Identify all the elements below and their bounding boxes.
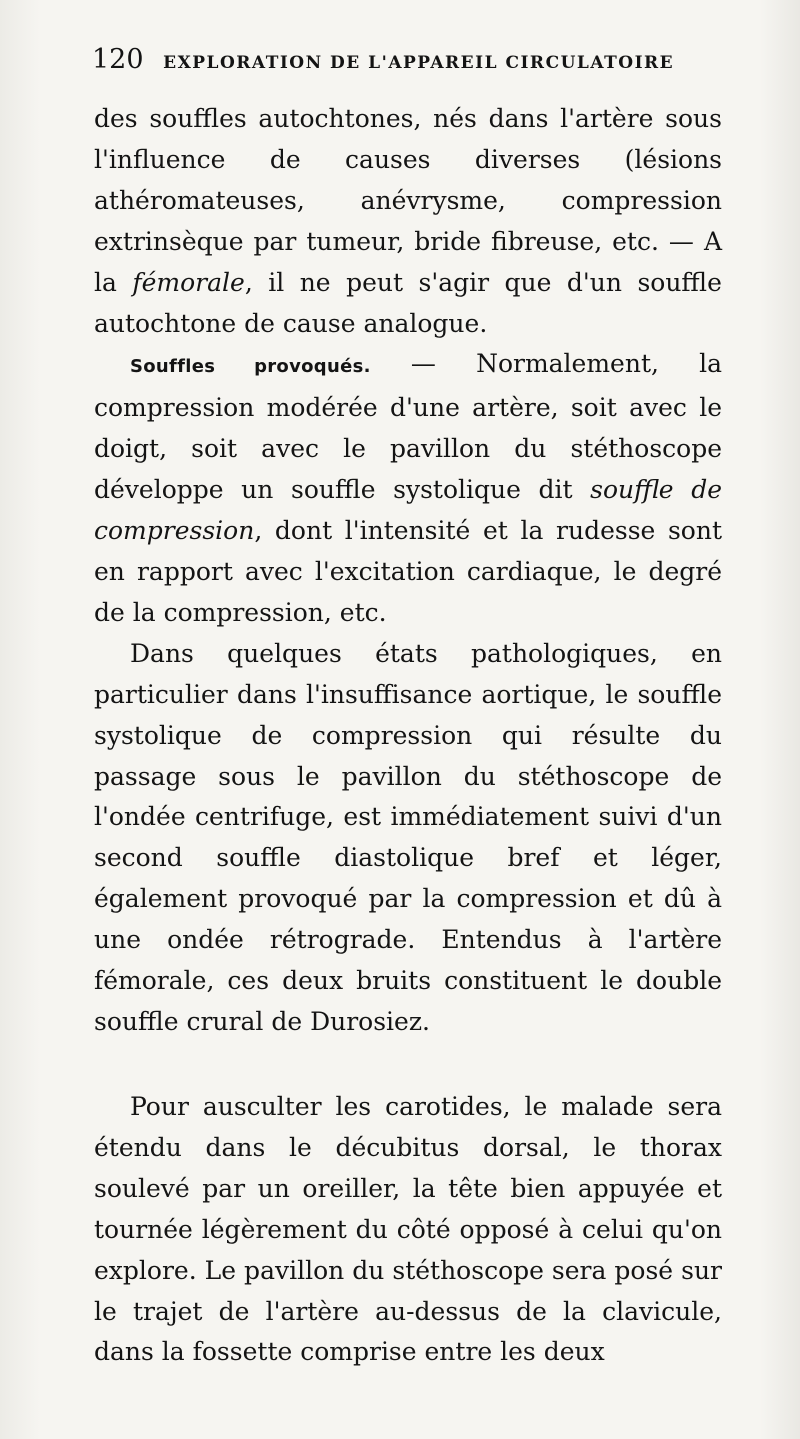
paragraph-2-text-a: — Normalement, la compression modérée d'une artère, soit avec le doigt, soit avec le pavillon du stéthoscope développe un souffle systolique dit [94, 349, 722, 505]
page-number: 120 [92, 44, 144, 75]
paragraph-3: Dans quelques états pathologiques, en particulier dans l'insuffisance aortique, le souffle systolique de compression qui résulte du passage sous le pavillon du stéthoscope de l'ondée centrifuge, est immédiatement suivi d'un second souffle diastolique bref et léger, également provoqué par la compression et dû à une ondée rétrograde. Entendus à l'artère fémorale, ces deux bruits constituent le double souffle crural de Durosiez. [94, 638, 722, 1036]
running-header [92, 44, 722, 75]
paragraph-1-text-b: , il ne peut s'agir que d'un souffle autochtone de cause analogue. [94, 267, 722, 338]
paragraph-4: Pour ausculter les carotides, le malade sera étendu dans le décubitus dorsal, le thorax soulevé par un oreiller, la tête bien appuyée et tournée légèrement du côté opposé à celui qu'on explore. Le pavillon du stéthoscope sera posé sur le trajet de l'artère au-dessus de la clavicule, dans la fossette comprise entre les deux [94, 1092, 722, 1367]
paragraph-1-text-a: des souffles autochtones, nés dans l'artère sous l'influence de causes diverses (lésions athéromateuses, anévrysme, compression extrinsèque par tumeur, bride fibreuse, etc. — A la [94, 104, 722, 297]
paragraph-2 [94, 344, 722, 633]
paragraph-1 [94, 99, 722, 344]
text-block-upper [94, 99, 722, 1043]
paragraph-2-italic: souffle de compression [94, 475, 723, 546]
text-block-lower [94, 1087, 722, 1373]
paragraph-2-text-b: , dont l'intensité et la rudesse sont en rapport avec l'excitation cardiaque, le degré de la compression, etc. [94, 516, 722, 627]
running-title: EXPLORATION DE L'APPAREIL CIRCULATOIRE [163, 53, 675, 73]
paragraph-1-italic: fémorale [132, 267, 245, 297]
section-heading-souffles-provoques: Souffles provoqués. [130, 356, 371, 378]
